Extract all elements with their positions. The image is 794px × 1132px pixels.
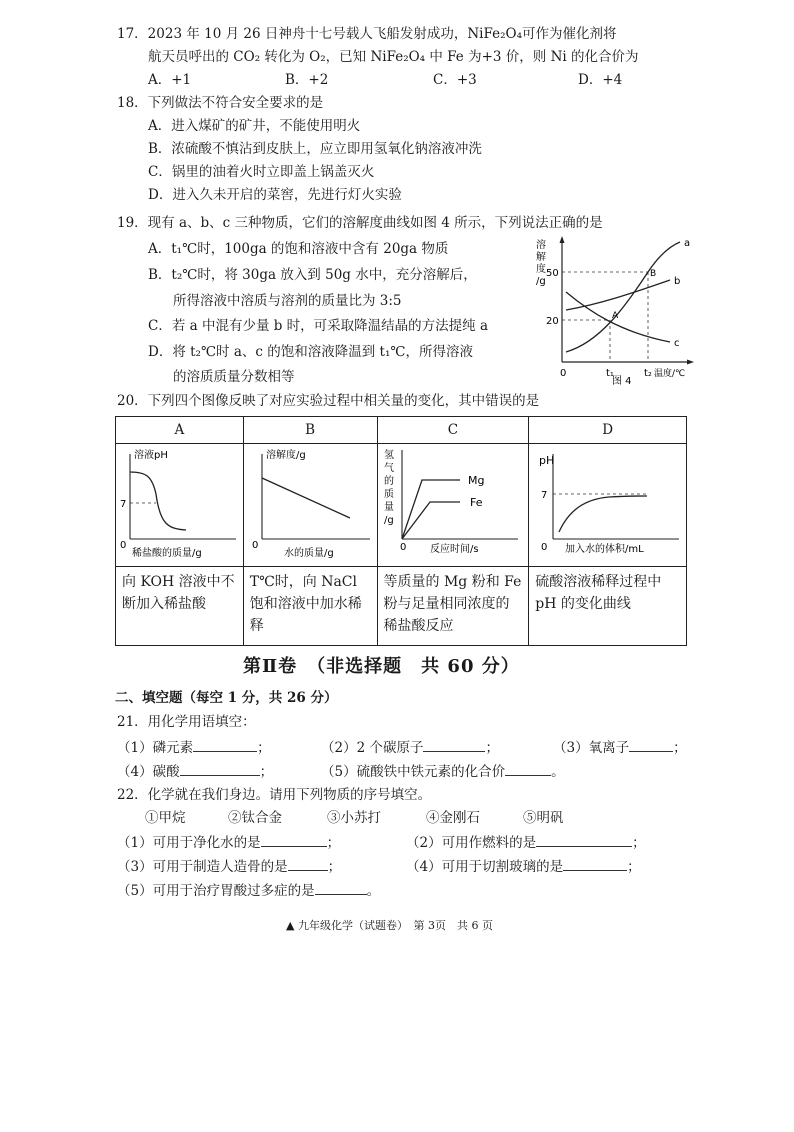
part2-title: 第Ⅱ卷 （非选择题 共 60 分） [243,656,520,677]
graph-b-ylabel: 溶解度/g [265,450,306,461]
q18-option-c: C．锅里的油着火时立即盖上锅盖灭火 [148,164,375,180]
q21-item-3-label: （3）氧离子 [553,740,630,756]
q22-item-1: （1）可用于净化水的是 ； [117,832,340,854]
graph-a-origin: 0 [120,540,127,551]
graph-c-xlabel: 反应时间/s [429,544,479,555]
fig4-curve-b-label: b [674,276,681,287]
q21-item-5-label: （5）硫酸铁中铁元素的化合价 [321,764,506,780]
q19-option-a: A．t₁℃时，100ga 的饱和溶液中含有 20ga 物质 [148,241,449,257]
q22-item-4: （4）可用于切割玻璃的是 ； [406,856,641,878]
q20-desc-b: T℃时，向 NaCl 饱和溶液中加水稀释 [243,567,377,646]
fig4-caption: 图 4 [612,376,632,387]
q20-table [115,416,687,646]
graph-c-fe: Fe [469,496,482,509]
q21-stem: 21．用化学用语填空： [117,714,256,730]
q21-item-2: （2）2 个碳原子 ； [321,737,499,759]
fig4-ylabel-4: /g [536,276,546,287]
solubility-figure [530,232,700,387]
q17-option-d: D．+4 [578,72,623,88]
q18-option-d: D．进入久未开启的菜窖，先进行灯火实验 [148,187,402,203]
q22-substance-2: ②钛合金 [228,810,282,826]
answer-blank[interactable] [563,856,627,871]
fig4-curve-c-label: c [674,338,680,349]
q21-item-1-label: （1）磷元素 [117,740,194,756]
q20-graph-d [529,444,685,562]
fig4-y50: 50 [546,268,559,279]
graph-c-origin: 0 [399,542,406,553]
q18-stem: 18．下列做法不符合安全要求的是 [117,95,324,111]
graph-c-ylabel-4: 质 [383,489,394,500]
answer-blank[interactable] [288,856,328,871]
q21-item-3: （3）氧离子 ； [553,737,687,759]
fig4-ylabel-2: 解 [536,252,546,263]
q17-line1: 17．2023 年 10 月 26 日神舟十七号载人飞船发射成功，NiFe₂O₄可作为催化剂将 [117,26,617,42]
section-heading: 二、填空题（每空 1 分，共 26 分） [115,690,338,706]
answer-blank[interactable] [315,880,367,895]
graph-b-xlabel: 水的质量/g [283,548,334,559]
graph-d-ylabel: pH [539,454,555,467]
q19-option-c: C．若 a 中混有少量 b 时，可采取降温结晶的方法提纯 a [148,318,489,334]
q19-option-d-line2: 的溶质质量分数相等 [173,369,295,385]
fig4-point-a-label: A [612,311,619,321]
fig4-curve-a-label: a [684,238,691,249]
q17-option-a: A．+1 [148,72,192,88]
q20-graph-a-cell [116,444,244,567]
graph-d-y7: 7 [541,490,548,501]
graph-c-ylabel-1: 氢 [383,450,394,461]
q22-stem: 22．化学就在我们身边。请用下列物质的序号填空。 [117,787,432,803]
page-footer: ▲ 九年级化学（试题卷） 第 3页 共 6 页 [286,919,493,932]
answer-blank[interactable] [193,737,257,752]
graph-c-ylabel-2: 气 [383,463,394,474]
q20-graph-c-cell [377,444,529,567]
q20-graph-b-cell [243,444,377,567]
q20-header-c: C [377,417,529,444]
q19-option-b-line1: B．t₂℃时，将 30ga 放入到 50g 水中，充分溶解后， [148,267,477,283]
graph-a-ylabel: 溶液pH [134,450,168,461]
graph-d-origin: 0 [541,542,548,553]
q19-stem: 19．现有 a、b、c 三种物质，它们的溶解度曲线如图 4 所示，下列说法正确的是 [117,215,603,231]
q21-item-5: （5）硫酸铁中铁元素的化合价 。 [321,761,565,783]
q22-item-5: （5）可用于治疗胃酸过多症的是 。 [117,880,380,902]
q22-item-2-label: （2）可用作燃料的是 [406,835,537,851]
fig4-origin: 0 [560,368,567,379]
graph-c-ylabel-5: 量 [383,502,394,513]
answer-blank[interactable] [180,761,260,776]
q22-substance-4: ④金刚石 [426,810,480,826]
q21-item-2-label: （2）2 个碳原子 [321,740,424,756]
fig4-point-b-label: B [650,269,657,279]
q20-graph-d-cell [529,444,687,567]
q20-header-a: A [116,417,244,444]
fig4-ylabel-1: 溶 [536,240,546,251]
graph-c-mg: Mg [467,474,484,487]
q22-item-1-label: （1）可用于净化水的是 [117,835,261,851]
q17-line2: 航天员呼出的 CO₂ 转化为 O₂，已知 NiFe₂O₄ 中 Fe 为+3 价，则 Ni 的化合价为 [148,49,639,65]
graph-c-ylabel-6: /g [383,515,394,526]
q19-option-d-line1: D．将 t₂℃时 a、c 的饱和溶液降温到 t₁℃，所得溶液 [148,344,473,360]
answer-blank[interactable] [505,761,551,776]
q22-substance-1: ①甲烷 [145,810,186,826]
answer-blank[interactable] [423,737,485,752]
q20-header-b: B [243,417,377,444]
graph-a-xlabel: 稀盐酸的质量/g [132,548,202,559]
answer-blank[interactable] [261,832,327,847]
q22-item-3-label: （3）可用于制造人造骨的是 [117,859,288,875]
q20-graph-a [116,444,242,562]
q20-header-d: D [529,417,687,444]
fig4-ylabel-3: 度 [536,264,546,275]
fig4-t2: t₂ [644,368,652,379]
q22-substance-5: ⑤明矾 [523,810,564,826]
q21-item-4: （4）碳酸 ； [117,761,273,783]
q20-graph-c [378,444,528,562]
q18-option-a: A．进入煤矿的矿井，不能使用明火 [148,118,361,134]
answer-blank[interactable] [536,832,632,847]
graph-c-ylabel-3: 的 [383,476,394,487]
fig4-y20: 20 [546,316,559,327]
q20-desc-a: 向 KOH 溶液中不断加入稀盐酸 [116,567,244,646]
q17-option-c: C．+3 [433,72,477,88]
fig4-t1: t₁ [606,368,614,379]
q22-item-5-label: （5）可用于治疗胃酸过多症的是 [117,883,315,899]
q21-item-4-label: （4）碳酸 [117,764,180,780]
answer-blank[interactable] [629,737,673,752]
fig4-xlabel: 温度/℃ [654,369,686,379]
q20-desc-d: 硫酸溶液稀释过程中 pH 的变化曲线 [529,567,687,646]
graph-b-origin: 0 [251,540,259,551]
q20-stem: 20．下列四个图像反映了对应实验过程中相关量的变化，其中错误的是 [117,393,540,409]
graph-d-xlabel: 加入水的体积/mL [565,544,644,555]
q20-desc-c: 等质量的 Mg 粉和 Fe 粉与足量相同浓度的稀盐酸反应 [377,567,529,646]
q22-item-3: （3）可用于制造人造骨的是 ； [117,856,341,878]
q22-substance-3: ③小苏打 [327,810,381,826]
q19-option-b-line2: 所得溶液中溶质与溶剂的质量比为 3:5 [173,293,402,309]
q20-graph-b [244,444,376,562]
q22-item-2: （2）可用作燃料的是 ； [406,832,646,854]
q18-option-b: B．浓硫酸不慎沾到皮肤上，应立即用氢氧化钠溶液冲洗 [148,141,482,157]
graph-a-y7: 7 [120,499,127,510]
q17-option-b: B．+2 [285,72,329,88]
q21-item-1: （1）磷元素 ； [117,737,271,759]
q22-item-4-label: （4）可用于切割玻璃的是 [406,859,564,875]
